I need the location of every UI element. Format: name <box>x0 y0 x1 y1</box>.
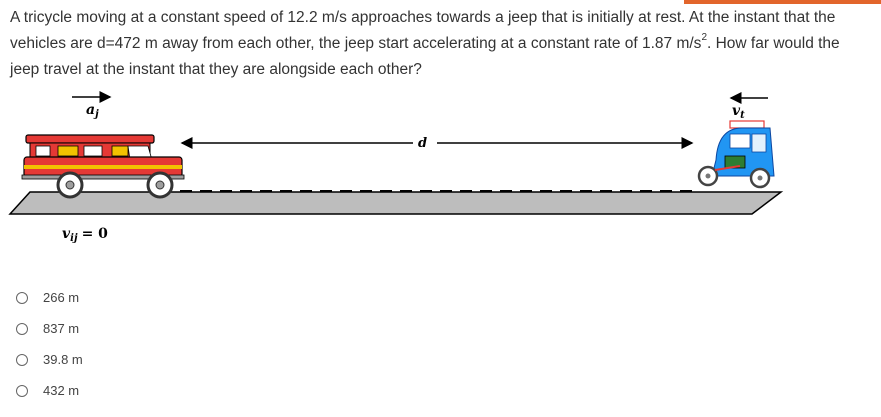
accent-bar <box>684 0 881 4</box>
option-label: 266 m <box>43 290 80 305</box>
acceleration-label: $a_j$ <box>86 102 99 120</box>
question-part-1: A tricycle moving at a constant speed of 12.2 m/s approaches towards a jeep that is initially at rest. At the instant that the vehicles are d=472 m away from each other, the jeep start accelerating at a constant rate of 1.87 m/s <box>10 9 836 52</box>
road <box>10 191 781 214</box>
radio-button[interactable] <box>16 354 28 366</box>
tricycle-icon <box>699 121 774 187</box>
tricycle-velocity-arrow <box>731 98 768 121</box>
tricycle-velocity-label: $v_t$ <box>732 103 745 121</box>
distance-label: d <box>418 136 428 151</box>
option-39-8[interactable] <box>16 344 83 375</box>
initial-velocity-label: $v_{ij} = 0$ <box>62 226 108 244</box>
option-label: 837 m <box>43 321 80 336</box>
radio-button[interactable] <box>16 323 28 335</box>
question-text <box>10 5 872 83</box>
question-part-2: . How far would the jeep travel at the instant that they are alongside each other? <box>10 35 840 78</box>
distance-arrow <box>182 136 692 151</box>
jeepney-icon <box>22 135 184 197</box>
option-432[interactable] <box>16 375 83 406</box>
acceleration-arrow <box>72 97 110 120</box>
option-266[interactable] <box>16 282 83 313</box>
problem-figure <box>0 90 881 250</box>
option-label: 39.8 m <box>43 352 83 367</box>
answer-options <box>16 282 83 406</box>
question-exponent: 2 <box>701 32 707 43</box>
radio-button[interactable] <box>16 385 28 397</box>
option-label: 432 m <box>43 383 80 398</box>
option-837[interactable] <box>16 313 83 344</box>
radio-button[interactable] <box>16 292 28 304</box>
